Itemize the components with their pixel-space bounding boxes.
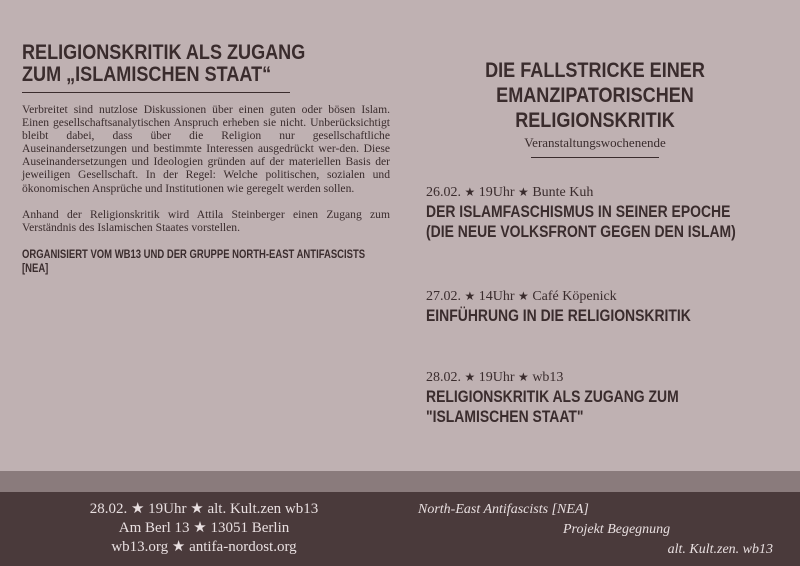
footer-right-line3: alt. Kult.zen. wb13 [667,542,773,557]
event-place: Café Köpenick [532,289,617,304]
right-heading-line1: DIE FALLSTRICKE EINER [485,59,705,82]
event-meta [426,288,796,305]
right-header [410,58,780,158]
left-paragraph-1: Verbreitet sind nutzlose Diskussionen über einen guten oder bösen Islam. Einen gesellschaftsanalytischen Anspruch erheben sie nicht. Unberücksichtigt bleibt dabei, dass über die Religion nur gesellschaftliche Auseinandersetzungen und bestimmte Interessen ausgedrückt wer-den. Diese Auseinandersetzungen und Ideologien gründen auf der materiellen Basis der jeweiligen Gesellschaft. In der Regel: Welche politischen, sozialen und ökonomischen Ansprüche und Institutionen wie geregelt werden sollen. [22,103,390,195]
event-date: 27.02. [426,289,461,304]
footer-right-line1: North-East Antifascists [NEA] [418,502,589,517]
event-title [426,306,787,326]
left-heading [22,42,390,86]
event-place: Bunte Kuh [532,185,594,200]
footer-right-organizers [400,500,780,560]
event-date: 28.02. [426,370,461,385]
star-icon: ★ [518,370,529,384]
event-3 [426,369,796,427]
star-icon: ★ [464,185,476,199]
event-title [426,387,787,427]
event-title-line2: "ISLAMISCHEN STAAT" [426,407,584,426]
footer-left-info [84,500,324,557]
event-time: 19Uhr [478,370,515,385]
event-title-line1: RELIGIONSKRITIK ALS ZUGANG ZUM [426,387,679,406]
organizer-note: ORGANISIERT VOM WB13 UND DER GRUPPE NORTH-EAST ANTIFASCISTS [NEA] [22,246,366,275]
event-time: 14Uhr [478,289,515,304]
footer-right-line2: Projekt Begegnung [563,522,671,537]
star-icon: ★ [464,289,476,303]
footer-left-line2: Am Berl 13 ★ 13051 Berlin [118,520,290,536]
footer-stripe [0,471,800,492]
star-icon: ★ [518,289,529,303]
event-time: 19Uhr [478,185,515,200]
left-heading-line2: ZUM „ISLAMISCHEN STAAT“ [22,63,272,86]
event-title-line1: EINFÜHRUNG IN DIE RELIGIONSKRITIK [426,306,691,325]
event-place: wb13 [532,370,564,385]
right-heading-line2: EMANZIPATORISCHEN RELIGIONSKRITIK [496,84,694,132]
event-title-line1: DER ISLAMFASCHISMUS IN SEINER EPOCHE [426,202,731,221]
event-meta [426,369,796,386]
event-1 [426,184,796,242]
event-meta [426,184,796,201]
subtitle: Veranstaltungswochenende [524,135,666,150]
left-heading-underline [22,92,290,93]
footer-left-line3: wb13.org ★ antifa-nordost.org [111,539,297,555]
event-date: 26.02. [426,185,461,200]
footer-left-line1: 28.02. ★ 19Uhr ★ alt. Kult.zen wb13 [89,501,319,517]
star-icon: ★ [518,185,529,199]
event-title [426,202,787,242]
star-icon: ★ [464,370,476,384]
left-paragraph-2: Anhand der Religionskritik wird Attila Steinberger einen Zugang zum Verständnis des Islamischen Staates vorstellen. [22,207,390,234]
event-2 [426,288,796,326]
left-heading-line1: RELIGIONSKRITIK ALS ZUGANG [22,41,306,64]
subtitle-underline [531,157,659,158]
left-column [22,42,390,275]
event-title-line2: (DIE NEUE VOLKSFRONT GEGEN DEN ISLAM) [426,222,736,241]
right-heading [436,58,754,133]
